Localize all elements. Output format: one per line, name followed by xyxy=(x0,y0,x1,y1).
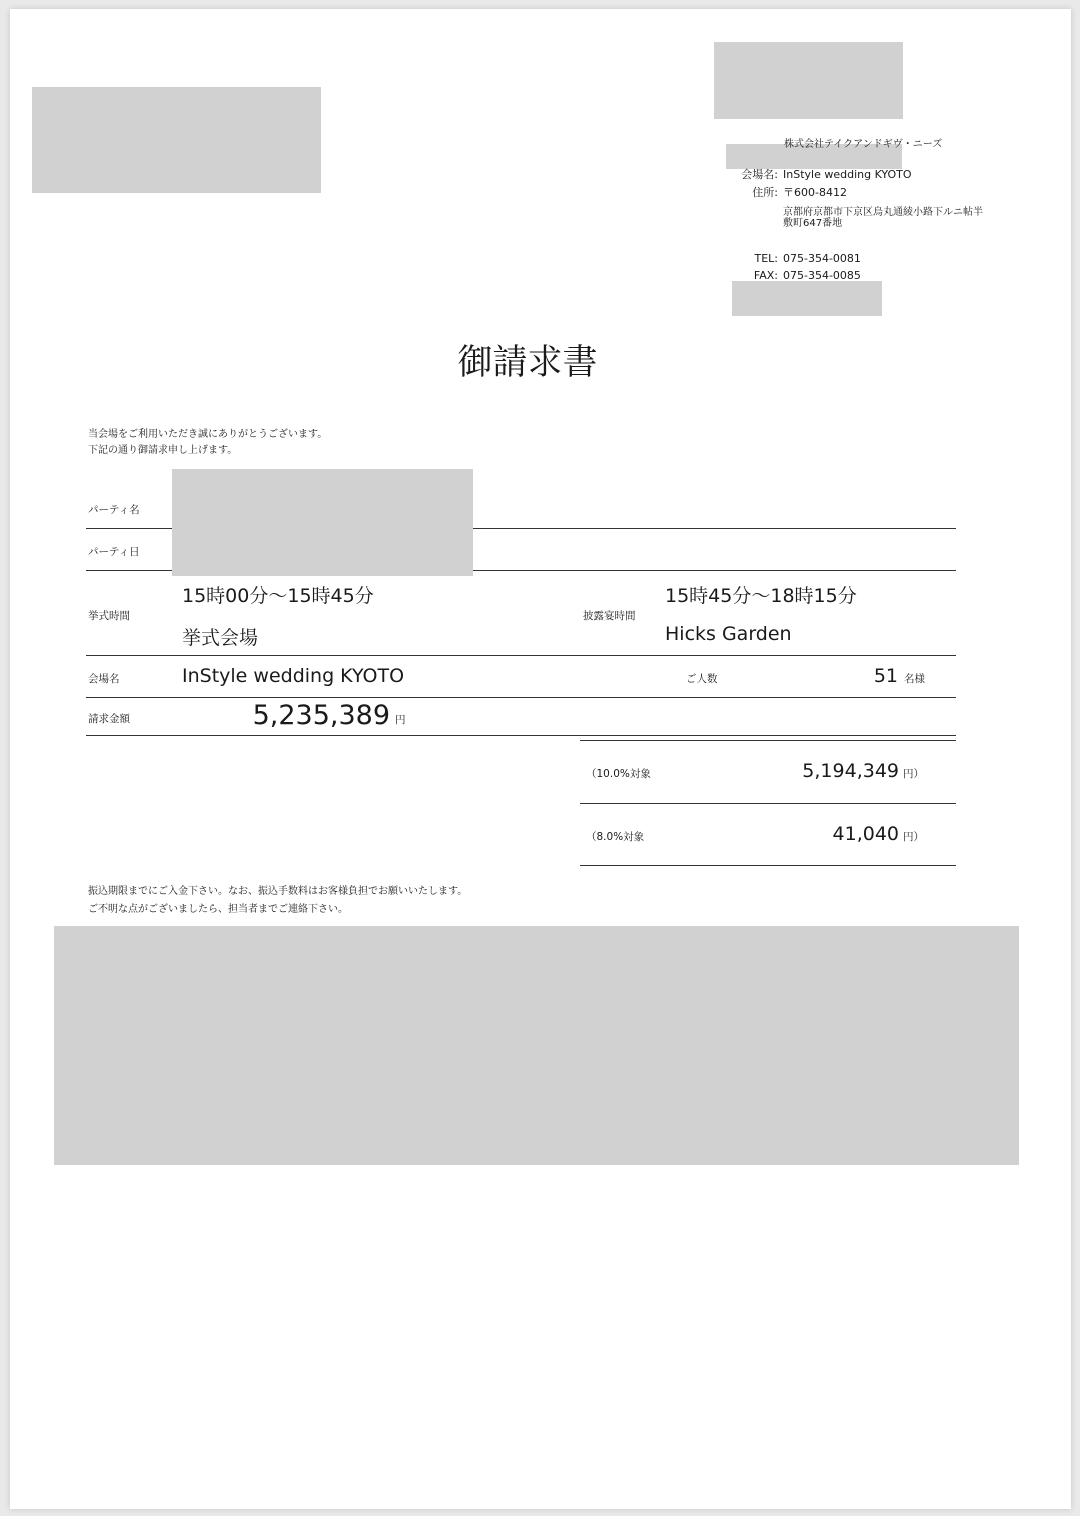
redacted-party-name-date xyxy=(172,469,473,576)
document-title: 御請求書 xyxy=(457,343,598,383)
tax-8-unit: 円） xyxy=(903,831,924,843)
tax-10-amount: 5,194,349 xyxy=(802,760,899,782)
company-fax: 075-354-0085 xyxy=(783,269,861,282)
divider xyxy=(86,735,956,736)
reception-time: 15時45分〜18時15分 xyxy=(665,585,857,607)
guest-count: 51 xyxy=(873,665,898,687)
reception-time-label: 披露宴時間 xyxy=(583,610,636,622)
divider xyxy=(580,740,956,741)
venue-name: InStyle wedding KYOTO xyxy=(182,665,405,687)
divider xyxy=(86,697,956,698)
invoice-amount: 5,235,389 xyxy=(252,700,390,731)
divider xyxy=(86,655,956,656)
amount-unit: 円 xyxy=(395,714,406,726)
tax-10-label: （10.0%対象 xyxy=(586,768,651,780)
amount-label: 請求金額 xyxy=(88,713,130,725)
greeting-line-1: 当会場をご利用いただき誠にありがとうございます。 xyxy=(88,429,328,440)
tax-8-amount: 41,040 xyxy=(832,823,899,845)
redacted-bank-details xyxy=(54,926,1019,1165)
redacted-seal xyxy=(732,281,882,316)
ceremony-time: 15時00分〜15時45分 xyxy=(182,585,374,607)
contact-note: ご不明な点がございましたら、担当者までご連絡下さい。 xyxy=(88,904,348,915)
payment-note: 振込期限までにご入金下さい。なお、振込手数料はお客様負担でお願いいたします。 xyxy=(88,886,468,897)
redacted-recipient xyxy=(32,87,321,193)
company-postal: 〒600-8412 xyxy=(783,186,847,199)
company-address-line1: 京都府京都市下京区烏丸通綾小路下ルニ帖半 xyxy=(783,207,983,218)
divider xyxy=(580,865,956,866)
invoice-page xyxy=(10,9,1071,1509)
company-tel: 075-354-0081 xyxy=(783,252,861,265)
tax-8-label: （8.0%対象 xyxy=(586,831,645,843)
reception-place: Hicks Garden xyxy=(665,623,792,645)
company-fax-label: FAX: xyxy=(753,269,778,282)
company-tel-label: TEL: xyxy=(754,252,778,265)
divider xyxy=(580,803,956,804)
tax-10-unit: 円） xyxy=(903,768,924,780)
ceremony-time-label: 挙式時間 xyxy=(88,610,130,622)
ceremony-place: 挙式会場 xyxy=(182,627,259,649)
party-date-label: パーティ日 xyxy=(88,546,140,558)
company-address-label: 住所: xyxy=(752,186,778,199)
guests-label: ご人数 xyxy=(686,673,718,685)
venue-label: 会場名 xyxy=(88,673,120,685)
company-name: 株式会社テイクアンドギヴ・ニーズ xyxy=(784,139,943,150)
company-address-line2: 敷町647番地 xyxy=(783,218,843,229)
party-name-label: パーティ名 xyxy=(88,504,140,516)
company-venue-value: InStyle wedding KYOTO xyxy=(783,168,912,181)
greeting-line-2: 下記の通り御請求申し上げます。 xyxy=(88,445,238,456)
redacted-company-logo xyxy=(714,42,903,119)
company-venue-label: 会場名: xyxy=(741,168,778,181)
guests-unit: 名様 xyxy=(904,673,925,685)
